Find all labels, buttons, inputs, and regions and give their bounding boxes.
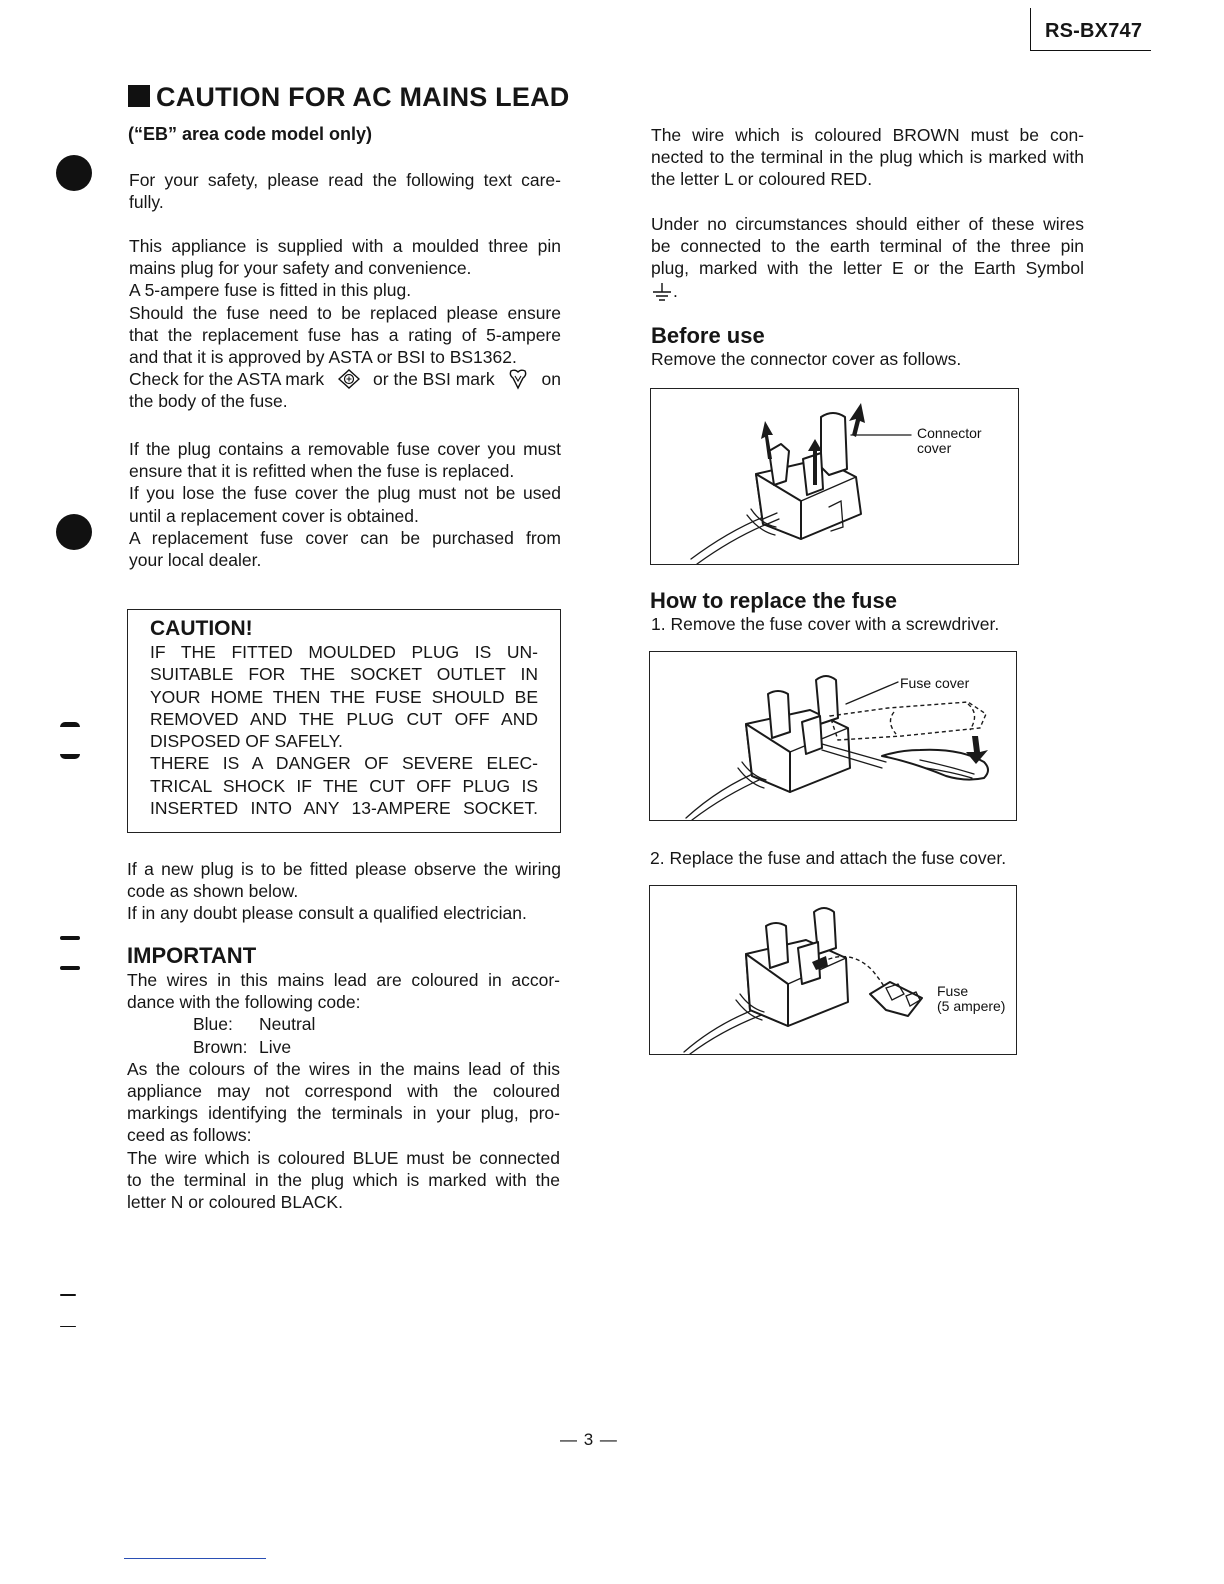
caution-title: CAUTION!	[150, 617, 253, 640]
safety-intro: For your safety, please read the following text care- fully.	[129, 170, 561, 213]
important-title: IMPORTANT	[127, 943, 257, 968]
fuse-label: Fuse (5 ampere)	[937, 983, 1006, 1014]
caution-text: IF THE FITTED MOULDED PLUG IS UN- SUITABLE FOR THE SOCKET OUTLET IN YOUR HOME THEN THE FUSE SHOULD BE REMOVED AND THE PLUG CUT OFF AND DISPOSED OF SAFELY. THERE IS A DANGER OF SEVERE ELEC- TRICAL SHOCK IF THE CUT OFF PLUG IS INSERTED INTO ANY 13-AMPERE SOCKET.	[150, 642, 538, 819]
margin-mark	[60, 936, 80, 940]
bsi-kitemark-icon	[508, 368, 528, 390]
margin-mark	[60, 1294, 76, 1296]
margin-mark	[60, 754, 80, 759]
asta-mark-icon	[338, 369, 360, 389]
wire-code-blue: Blue: Neutral	[193, 1014, 316, 1035]
margin-mark	[60, 966, 80, 970]
remove-fuse-cover-figure	[649, 651, 1017, 821]
fuse-cover-paragraph: If the plug contains a removable fuse cover you must ensure that it is refitted when the fuse is replaced. If you lose the fuse cover the plug must not be used until a replacement cover is obtained. A replacement fuse cover can be purchased from your local dealer.	[129, 439, 561, 571]
fuse-replacement-illustration	[650, 886, 1016, 1054]
replace-fuse-step2: 2. Replace the fuse and attach the fuse cover.	[650, 848, 1007, 868]
fuse-cover-label: Fuse cover	[900, 675, 970, 691]
square-bullet-icon	[128, 85, 150, 107]
replace-fuse-title: How to replace the fuse	[650, 588, 897, 613]
model-number-box	[1030, 8, 1151, 51]
brown-wire-paragraph: The wire which is coloured BROWN must be con- nected to the terminal in the plug which is marked with the letter L or coloured RED.	[651, 125, 1084, 190]
replace-fuse-figure	[649, 885, 1017, 1055]
connector-cover-label: Connector cover	[917, 425, 982, 456]
plug-fuse-paragraph: This appliance is supplied with a moulded three pin mains plug for your safety and convenience. A 5-ampere fuse is fitted in this plug. Should the fuse need to be replaced please ensure that the replacement fuse has a rating of 5-ampere and that it is approved by ASTA or BSI to BS1362. Check for the ASTA mark or the BSI mark on the body of the fuse.	[129, 236, 561, 412]
earth-symbol-icon	[651, 282, 673, 302]
connector-cover-figure	[650, 388, 1019, 565]
binder-hole-top	[56, 155, 92, 191]
replace-fuse-step1: 1. Remove the fuse cover with a screwdriver.	[651, 614, 1000, 634]
before-use-text: Remove the connector cover as follows.	[651, 349, 962, 369]
section-subtitle: (“EB” area code model only)	[128, 124, 373, 144]
earth-warning-paragraph: Under no circumstances should either of these wires be connected to the earth terminal of the three pin plug, marked with the letter E or the Earth Symbol .	[651, 214, 1084, 301]
margin-mark	[60, 722, 80, 727]
margin-mark	[60, 1326, 76, 1327]
footer-rule	[124, 1558, 266, 1559]
model-number: RS-BX747	[1045, 20, 1143, 42]
important-text: The wires in this mains lead are coloured in accor- dance with the following code: Blue: Neutral Brown: Live As the colours of the wires in the mains lead of this appliance may not correspond with the coloured markings identifying the terminals in your plug, pro- ceed as follows: The wire which is coloured BLUE must be connected to the terminal in the plug which is marked with the letter N or coloured BLACK.	[127, 970, 560, 1213]
section-title: CAUTION FOR AC MAINS LEAD	[128, 82, 569, 113]
plug-connector-cover-illustration	[651, 389, 1018, 564]
page-number: — 3 —	[560, 1430, 618, 1449]
wire-code-brown: Brown: Live	[193, 1036, 292, 1057]
new-plug-paragraph: If a new plug is to be fitted please observe the wiring code as shown below. If in any doubt please consult a qualified electrician.	[127, 859, 561, 924]
before-use-title: Before use	[651, 323, 765, 348]
binder-hole-bottom	[56, 514, 92, 550]
